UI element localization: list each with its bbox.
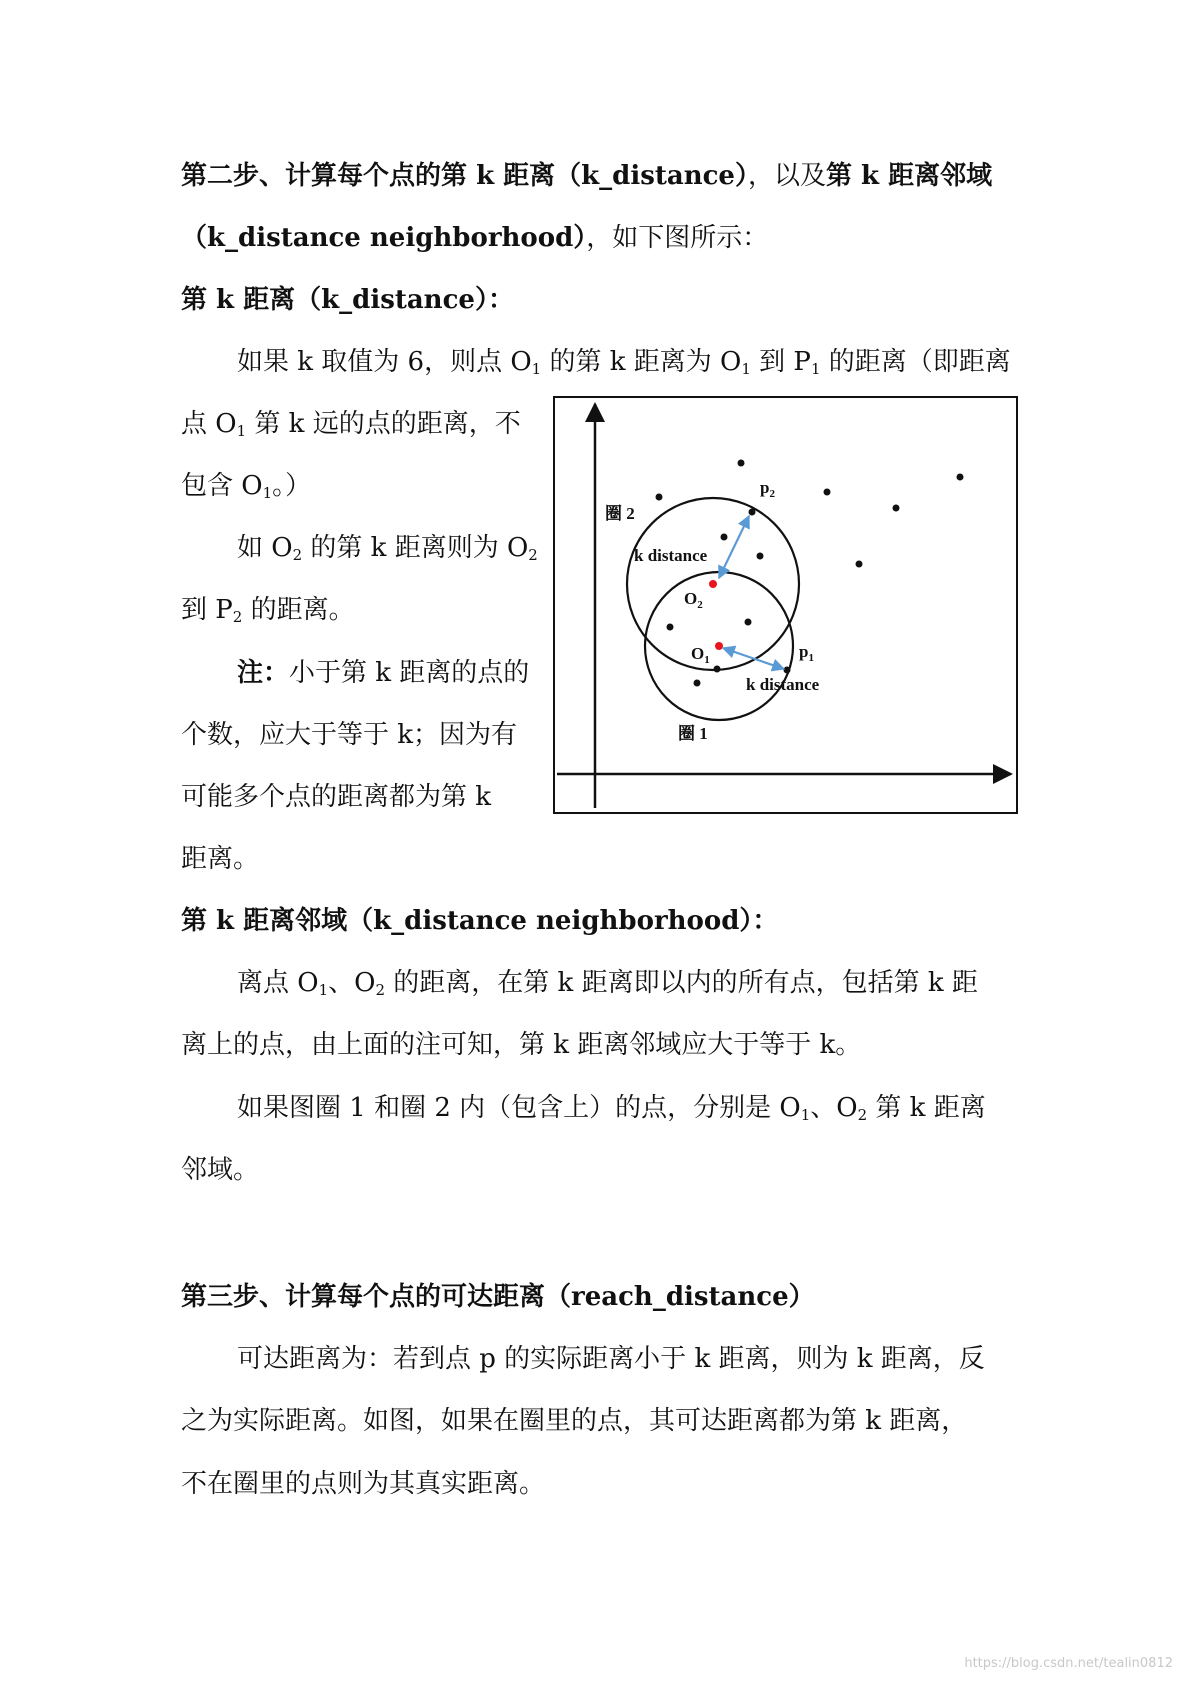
k-distance-diagram: [553, 396, 1018, 814]
data-point: [757, 553, 764, 560]
step3-line1: 可达距离为：若到点 p 的实际距离小于 k 距离，则为 k 距离，反: [237, 1344, 985, 1374]
neighborhood-heading: 第 k 距离邻域（k_distance neighborhood）：: [181, 906, 779, 936]
label-circle-1: 圈 1: [678, 724, 708, 743]
text-run: 如果图圈 1 和圈 2 内（包含上）的点，分别是 O: [237, 1093, 801, 1123]
subscript: 2: [857, 1106, 868, 1124]
data-point: [893, 505, 900, 512]
step2-heading-text: 第二步、计算每个点的: [181, 161, 442, 191]
text-run: 点 O: [181, 409, 237, 439]
step3-line2: 之为实际距离。如图，如果在圈里的点，其可达距离都为第 k 距离，: [181, 1406, 968, 1436]
text-run: 到 P: [181, 595, 233, 625]
data-point-p1: [784, 667, 791, 674]
step2-heading-term-neighborhood-en: （k_distance neighborhood）: [181, 223, 587, 253]
neighborhood-para1-line1: [237, 965, 978, 1001]
text-run: 的第 k 距离则为 O: [302, 533, 529, 563]
data-point: [667, 624, 674, 631]
text-run: 。）: [272, 471, 312, 501]
kdistance-para1-line3: [181, 468, 311, 504]
text-run: 到 P: [750, 347, 811, 377]
kdistance-note-line2: 个数，应大于等于 k；因为有: [181, 720, 518, 750]
text-run: 的距离，在第 k 距离即以内的所有点，包括第 k 距: [385, 968, 978, 998]
subscript: 1: [262, 484, 273, 502]
kdistance-heading: 第 k 距离（k_distance）：: [181, 285, 514, 315]
label-k-distance-bottom: k distance: [746, 675, 820, 694]
step2-heading-tail: ，如下图所示：: [586, 223, 769, 253]
text-run: 包含 O: [181, 471, 263, 501]
subscript: 2: [528, 546, 538, 564]
step3-heading: 第三步、计算每个点的可达距离（reach_distance）: [181, 1282, 815, 1312]
kdistance-para2-line2: [181, 592, 355, 628]
data-point: [721, 534, 728, 541]
data-point: [714, 666, 721, 673]
data-point: [745, 619, 752, 626]
subscript: 2: [232, 608, 243, 626]
watermark: https://blog.csdn.net/tealin0812: [964, 1656, 1173, 1671]
subscript: 1: [531, 360, 542, 378]
neighborhood-para1-line2: 离上的点，由上面的注可知，第 k 距离邻域应大于等于 k。: [181, 1030, 862, 1060]
step2-heading-conj: ，以及: [747, 161, 826, 191]
subscript: 2: [375, 981, 386, 999]
data-point-p2: [749, 509, 756, 516]
subscript: 1: [800, 1106, 811, 1124]
data-point: [957, 474, 964, 481]
kdistance-note-line4: 距离。: [181, 844, 260, 874]
subscript: 1: [318, 981, 329, 999]
neighborhood-para2-line2: 邻域。: [181, 1155, 260, 1185]
data-point: [824, 489, 831, 496]
text-run: 离点 O: [237, 968, 319, 998]
step2-heading-line2: [181, 220, 768, 256]
kdistance-para1-line2: [181, 406, 521, 442]
label-circle-2: 圈 2: [605, 504, 635, 523]
subscript: 1: [236, 422, 247, 440]
label-p2: $p_2$: [760, 478, 775, 500]
kdistance-note-line1: [237, 655, 529, 691]
text-run: 第 k 距离: [867, 1093, 986, 1123]
center-o1: [715, 642, 723, 650]
note-label: 注：: [237, 658, 290, 688]
step2-heading-term-kdistance: 第 k 距离（k_distance）: [441, 161, 748, 191]
text-run: 的第 k 距离为 O: [541, 347, 742, 377]
data-point: [694, 680, 701, 687]
subscript: 1: [741, 360, 751, 378]
label-p1: $p_1$: [799, 642, 814, 664]
center-o2: [709, 580, 717, 588]
label-k-distance-top: k distance: [634, 546, 708, 565]
data-point: [738, 460, 745, 467]
text-run: 如 O: [237, 533, 293, 563]
text-run: 、O: [810, 1093, 858, 1123]
neighborhood-para2-line1: [237, 1090, 986, 1126]
data-point: [656, 494, 663, 501]
text-run: 第 k 远的点的距离，不: [246, 409, 521, 439]
k-distance-figure: [553, 396, 1018, 814]
kdistance-para2-line1: [237, 530, 538, 566]
subscript: 2: [292, 546, 303, 564]
text-run: 、O: [328, 968, 376, 998]
text-run: 的距离（即距离: [820, 347, 1011, 377]
label-o1: $O_1$: [691, 644, 710, 666]
figure-frame: [554, 397, 1017, 813]
text-run: 如果 k 取值为 6，则点 O: [237, 347, 532, 377]
kdistance-para1-line1: [237, 344, 1011, 380]
step2-heading-term-neighborhood: 第 k 距离邻域: [826, 161, 993, 191]
step3-line3: 不在圈里的点则为其真实距离。: [181, 1469, 546, 1499]
subscript: 1: [810, 360, 821, 378]
label-o2: $O_2$: [684, 589, 703, 611]
kdistance-note-line3: 可能多个点的距离都为第 k: [181, 782, 492, 812]
data-point: [856, 561, 863, 568]
text-run: 小于第 k 距离的点的: [289, 658, 530, 688]
text-run: 的距离。: [242, 595, 355, 625]
step2-heading-line1: [181, 158, 992, 194]
